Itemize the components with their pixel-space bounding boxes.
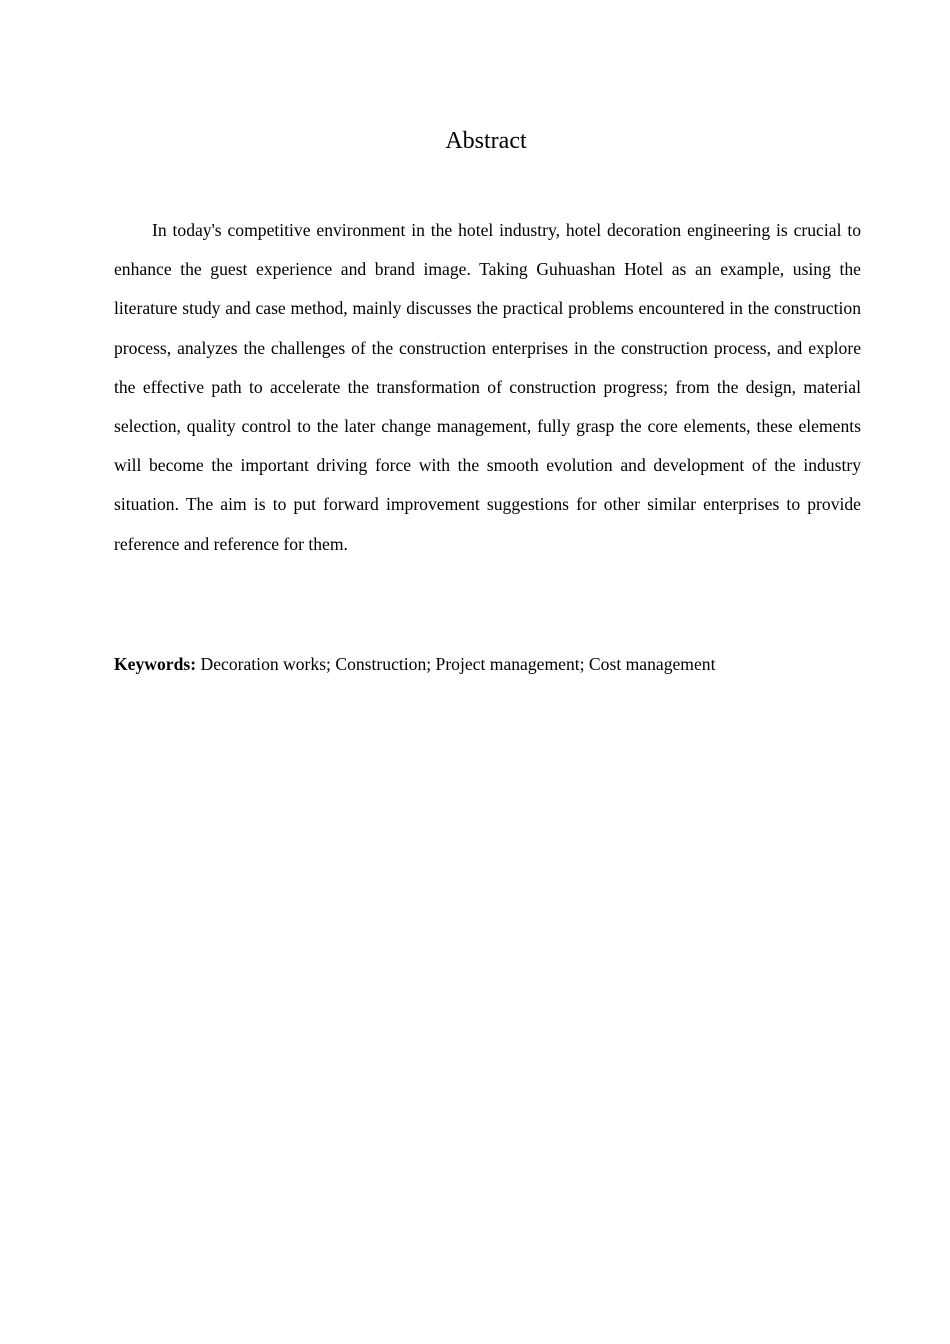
keywords-line	[114, 650, 861, 678]
keywords-text: Decoration works; Construction; Project management; Cost management	[200, 654, 716, 674]
abstract-body: In today's competitive environment in the hotel industry, hotel decoration engineering is crucial to enhance the guest experience and brand image. Taking Guhuashan Hotel as an example, using the literature study and case method, mainly discusses the practical problems encountered in the construction process, analyzes the challenges of the construction enterprises in the construction process, and explore the effective path to accelerate the transformation of construction progress; from the design, material selection, quality control to the later change management, fully grasp the core elements, these elements will become the important driving force with the smooth evolution and development of the industry situation. The aim is to put forward improvement suggestions for other similar enterprises to provide reference and reference for them.	[114, 220, 861, 554]
abstract-title: Abstract	[445, 128, 527, 154]
keywords-label: Keywords:	[114, 654, 197, 674]
